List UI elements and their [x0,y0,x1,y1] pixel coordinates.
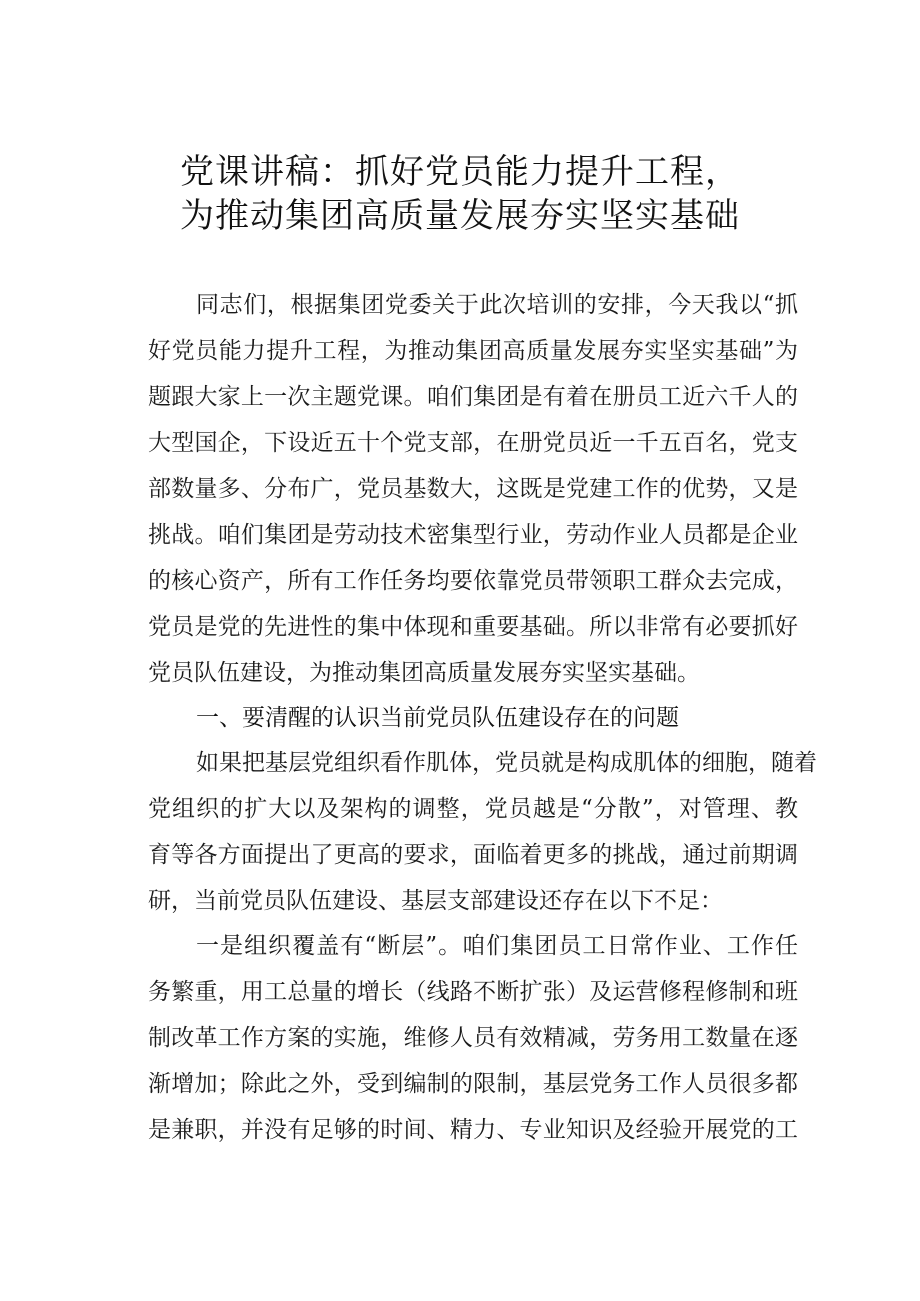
intro-line-8: 党员是党的先进性的集中体现和重要基础。所以非常有必要抓好 [148,614,798,640]
section-para-line-2: 党组织的扩大以及架构的调整，党员越是“分散”，对管理、教 [148,796,798,822]
intro-line-2: 好党员能力提升工程，为推动集团高质量发展夯实坚实基础”为 [148,338,798,364]
point-line-1: 一是组织覆盖有“断层”。咱们集团员工日常作业、工作任 [196,933,798,959]
title-line-1: 党课讲稿：抓好党员能力提升工程， [180,152,740,192]
intro-line-6: 挑战。咱们集团是劳动技术密集型行业，劳动作业人员都是企业 [148,522,798,548]
point-line-3: 制改革工作方案的实施，维修人员有效精减，劳务用工数量在逐 [148,1025,798,1051]
intro-line-5: 部数量多、分布广，党员基数大，这既是党建工作的优势，又是 [148,476,798,502]
point-line-4: 渐增加；除此之外，受到编制的限制，基层党务工作人员很多都 [148,1071,798,1097]
intro-line-1: 同志们，根据集团党委关于此次培训的安排，今天我以“抓 [196,292,798,318]
section-para-line-1: 如果把基层党组织看作肌体，党员就是构成肌体的细胞，随着 [196,750,817,776]
intro-line-4: 大型国企，下设近五十个党支部，在册党员近一千五百名，党支 [148,430,798,456]
section-para-line-4: 研，当前党员队伍建设、基层支部建设还存在以下不足： [148,888,723,914]
intro-line-3: 题跟大家上一次主题党课。咱们集团是有着在册员工近六千人的 [148,384,798,410]
intro-line-9: 党员队伍建设，为推动集团高质量发展夯实坚实基础。 [148,660,700,686]
intro-line-7: 的核心资产，所有工作任务均要依靠党员带领职工群众去完成， [148,568,798,594]
document-title [130,150,790,238]
point-line-2: 务繁重，用工总量的增长（线路不断扩张）及运营修程修制和班 [148,979,798,1005]
section-heading: 一、要清醒的认识当前党员队伍建设存在的问题 [196,705,679,731]
title-line-2: 为推动集团高质量发展夯实坚实基础 [180,196,740,236]
section-para-line-3: 育等各方面提出了更高的要求，面临着更多的挑战，通过前期调 [148,842,798,868]
point-line-5: 是兼职，并没有足够的时间、精力、专业知识及经验开展党的工 [148,1117,798,1143]
